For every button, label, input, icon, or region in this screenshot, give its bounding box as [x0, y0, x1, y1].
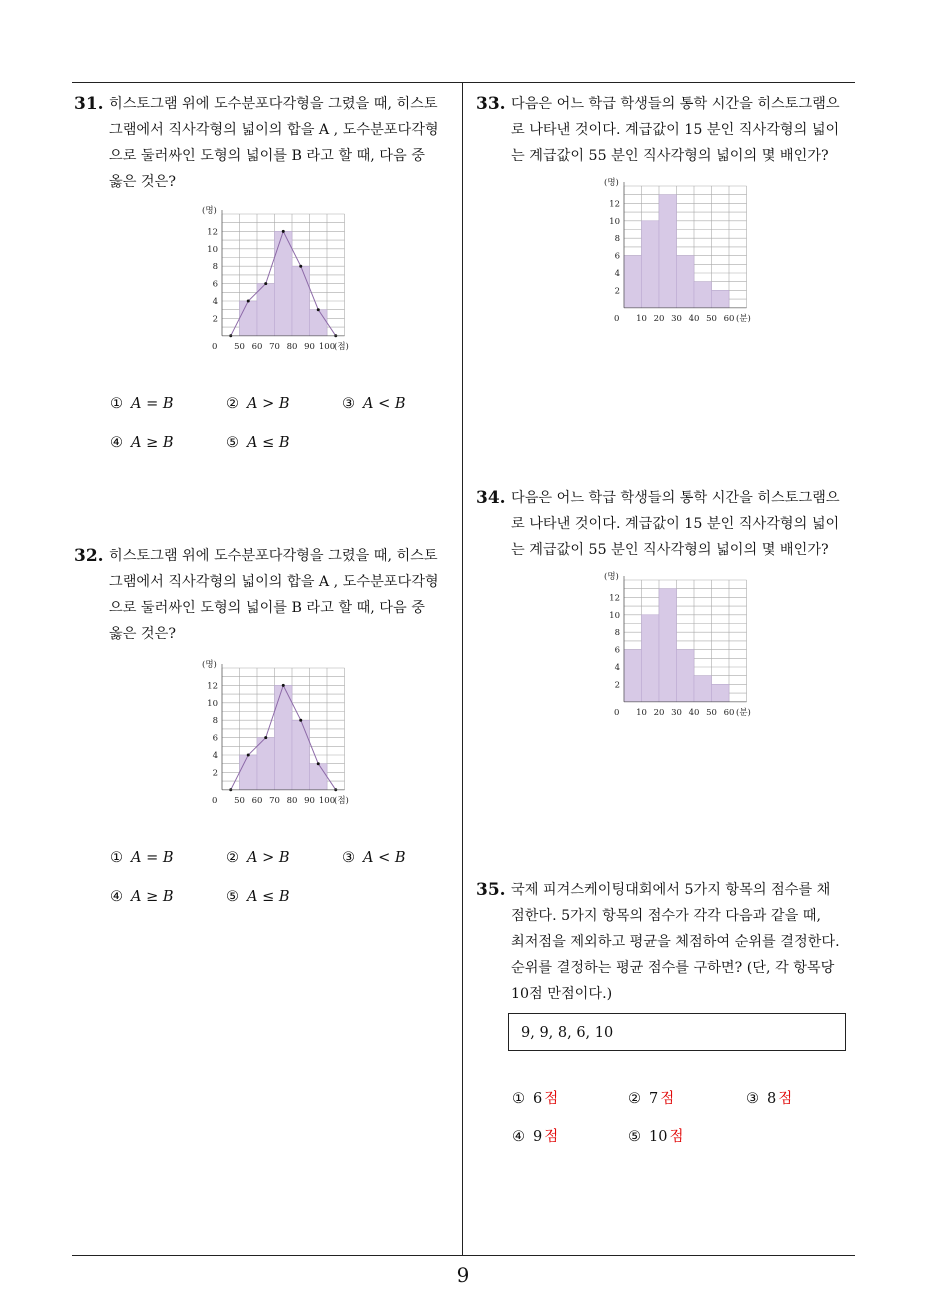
x-tick-label: 10 [636, 313, 647, 324]
choice-1[interactable]: ① A = B [110, 850, 174, 866]
choice-1[interactable]: ① A = B [110, 396, 174, 412]
frequency-polygon-point [247, 300, 250, 303]
y-tick-label: 6 [614, 645, 620, 656]
x-tick-label: 70 [269, 341, 280, 352]
frequency-polygon-point [317, 308, 320, 311]
y-tick-label: 8 [212, 716, 218, 727]
y-tick-label: 8 [614, 628, 620, 639]
choice-3[interactable]: ③ A < B [342, 850, 406, 866]
choice-4[interactable]: ④ A ≥ B [110, 435, 174, 451]
y-tick-label: 6 [212, 279, 218, 290]
y-tick-label: 2 [212, 768, 218, 779]
x-tick-label: 10 [636, 707, 647, 718]
question-line: 는 계급값이 55 분인 직사각형의 넓이의 몇 배인가? [511, 148, 829, 164]
question-32 [74, 543, 456, 647]
y-axis-unit: (명) [604, 178, 619, 188]
choice-4[interactable]: ④ A ≥ B [110, 889, 174, 905]
y-axis-unit: (명) [604, 572, 619, 582]
x-tick-label: 90 [304, 341, 315, 352]
histogram-bar [240, 755, 258, 790]
x-tick-label: 30 [671, 313, 682, 324]
y-tick-label: 6 [614, 251, 620, 262]
question-line: 10점 만점이다.) [511, 986, 613, 1002]
question-line: 옳은 것은? [109, 626, 176, 642]
question-line: 로 나타낸 것이다. 계급값이 15 분인 직사각형의 넓이 [511, 516, 840, 532]
histogram-bar [624, 256, 642, 308]
question-number: 34. [476, 488, 506, 508]
y-tick-label: 4 [212, 751, 218, 761]
histogram-bar [292, 720, 310, 790]
question-line: 옳은 것은? [109, 174, 176, 190]
frequency-polygon-point [282, 230, 285, 233]
question-line: 국제 피겨스케이팅대회에서 5가지 항목의 점수를 채 [511, 882, 831, 898]
histogram-bar [275, 685, 293, 789]
x-tick-label: 60 [723, 707, 735, 718]
x-tick-label: 80 [286, 341, 298, 352]
histogram-bar [659, 195, 677, 308]
histogram-bar [310, 310, 328, 336]
x-tick-label: 20 [653, 313, 665, 324]
frequency-polygon-point [264, 736, 267, 739]
y-tick-label: 10 [207, 698, 218, 709]
question-text [109, 543, 456, 647]
question-line: 히스토그램 위에 도수분포다각형을 그렸을 때, 히스토 [109, 96, 438, 112]
x-tick-label: 30 [671, 707, 682, 718]
origin-label: 0 [212, 795, 218, 806]
frequency-polygon-point [299, 265, 302, 268]
histogram-bar [310, 764, 328, 790]
question-line: 순위를 결정하는 평균 점수를 구하면? (단, 각 항목당 [511, 960, 835, 976]
x-tick-label: 40 [688, 313, 700, 324]
y-tick-label: 4 [614, 269, 620, 279]
histogram-bar [694, 676, 712, 702]
x-tick-label: 50 [706, 707, 717, 718]
x-tick-label: 50 [706, 313, 717, 324]
question-line: 그램에서 직사각형의 넓이의 합을 A , 도수분포다각형 [109, 122, 439, 138]
x-tick-label: 60 [723, 313, 735, 324]
y-tick-label: 2 [614, 680, 620, 691]
y-tick-label: 10 [207, 244, 218, 255]
histogram-bar [292, 266, 310, 336]
question-number: 33. [476, 94, 506, 114]
question-line: 으로 둘러싸인 도형의 넓이를 B 라고 할 때, 다음 중 [109, 600, 425, 616]
question-number: 32. [74, 546, 104, 566]
chart-svg [196, 654, 356, 804]
question-31 [74, 91, 456, 195]
histogram-bar [694, 282, 712, 308]
y-tick-label: 2 [212, 314, 218, 325]
x-tick-label: 100 [318, 341, 336, 352]
x-axis-unit: (점) [334, 341, 349, 352]
question-33 [476, 91, 860, 169]
top-rule [72, 82, 855, 83]
histogram-bar [659, 589, 677, 702]
origin-label: 0 [212, 341, 218, 352]
y-tick-label: 10 [609, 610, 620, 621]
frequency-polygon-point [264, 282, 267, 285]
x-tick-label: 90 [304, 795, 315, 806]
frequency-polygon-point [299, 719, 302, 722]
y-tick-label: 4 [212, 297, 218, 307]
x-tick-label: 60 [251, 795, 263, 806]
question-line: 점한다. 5가지 항목의 점수가 각각 다음과 같을 때, [511, 908, 822, 924]
question-text [511, 485, 860, 563]
y-tick-label: 6 [212, 733, 218, 744]
question-number: 31. [74, 94, 104, 114]
choice-3[interactable]: ③ A < B [342, 396, 406, 412]
histogram-bar [712, 684, 730, 701]
bars [624, 589, 729, 702]
choice-2[interactable]: ② 7 점 [628, 1091, 675, 1107]
question-text [511, 91, 860, 169]
histogram-bar [257, 284, 275, 336]
x-tick-label: 40 [688, 707, 700, 718]
question-text [109, 91, 456, 195]
y-tick-label: 10 [609, 216, 620, 227]
histogram-bar [257, 738, 275, 790]
chart-svg [196, 200, 356, 350]
frequency-polygon-point [282, 684, 285, 687]
question-line: 는 계급값이 55 분인 직사각형의 넓이의 몇 배인가? [511, 542, 829, 558]
question-line: 다음은 어느 학급 학생들의 통학 시간을 히스토그램으 [511, 490, 840, 506]
question-line: 다음은 어느 학급 학생들의 통학 시간을 히스토그램으 [511, 96, 840, 112]
x-tick-label: 100 [318, 795, 336, 806]
bottom-rule [72, 1255, 855, 1256]
y-tick-label: 12 [207, 227, 218, 238]
x-tick-label: 50 [234, 795, 245, 806]
choice-1[interactable]: ① 6 점 [512, 1091, 559, 1107]
histogram-bar [624, 650, 642, 702]
question-number: 35. [476, 880, 506, 900]
choice-5[interactable]: ⑤ A ≤ B [226, 435, 290, 451]
x-tick-label: 20 [653, 707, 665, 718]
y-tick-label: 8 [212, 262, 218, 273]
choice-5[interactable]: ⑤ 10 점 [628, 1129, 684, 1145]
y-tick-label: 2 [614, 286, 620, 297]
question-text [511, 877, 860, 1007]
histogram-bar [275, 231, 293, 335]
x-tick-label: 80 [286, 795, 298, 806]
histogram-bar [240, 301, 258, 336]
question-line: 그램에서 직사각형의 넓이의 합을 A , 도수분포다각형 [109, 574, 439, 590]
question-35 [476, 877, 860, 1007]
choice-5[interactable]: ⑤ A ≤ B [226, 889, 290, 905]
y-tick-label: 4 [614, 663, 620, 673]
y-tick-label: 12 [609, 199, 620, 210]
chart-svg [598, 172, 758, 322]
y-axis-unit: (명) [202, 206, 217, 216]
origin-label: 0 [614, 707, 620, 718]
histogram-chart-32 [196, 654, 356, 804]
y-tick-label: 12 [207, 681, 218, 692]
question-34 [476, 485, 860, 563]
histogram-bar [642, 221, 660, 308]
choice-2[interactable]: ② A > B [226, 850, 290, 866]
question-line: 로 나타낸 것이다. 계급값이 15 분인 직사각형의 넓이 [511, 122, 840, 138]
histogram-bar [642, 615, 660, 702]
page-number: 9 [456, 1263, 470, 1287]
bars [624, 195, 729, 308]
y-tick-label: 8 [614, 234, 620, 245]
histogram-bar [677, 650, 695, 702]
frequency-polygon-point [247, 754, 250, 757]
x-axis-unit: (분) [736, 707, 751, 718]
histogram-chart-33 [598, 172, 758, 322]
question-line: 으로 둘러싸인 도형의 넓이를 B 라고 할 때, 다음 중 [109, 148, 425, 164]
y-axis-unit: (명) [202, 660, 217, 670]
frequency-polygon-point [317, 762, 320, 765]
x-tick-label: 70 [269, 795, 280, 806]
y-tick-label: 12 [609, 593, 620, 604]
column-divider [462, 82, 463, 1255]
histogram-chart-34 [598, 566, 758, 716]
origin-label: 0 [614, 313, 620, 324]
histogram-bar [712, 290, 730, 307]
choice-2[interactable]: ② A > B [226, 396, 290, 412]
question-line: 히스토그램 위에 도수분포다각형을 그렸을 때, 히스토 [109, 548, 438, 564]
score-data-box: 9, 9, 8, 6, 10 [508, 1013, 846, 1051]
choice-3[interactable]: ③ 8 점 [746, 1091, 793, 1107]
x-axis-unit: (분) [736, 313, 751, 324]
histogram-chart-31 [196, 200, 356, 350]
x-tick-label: 60 [251, 341, 263, 352]
x-tick-label: 50 [234, 341, 245, 352]
chart-svg [598, 566, 758, 716]
choice-4[interactable]: ④ 9 점 [512, 1129, 559, 1145]
x-axis-unit: (점) [334, 795, 349, 806]
histogram-bar [677, 256, 695, 308]
question-line: 최저점을 제외하고 평균을 체점하여 순위를 결정한다. [511, 934, 840, 950]
